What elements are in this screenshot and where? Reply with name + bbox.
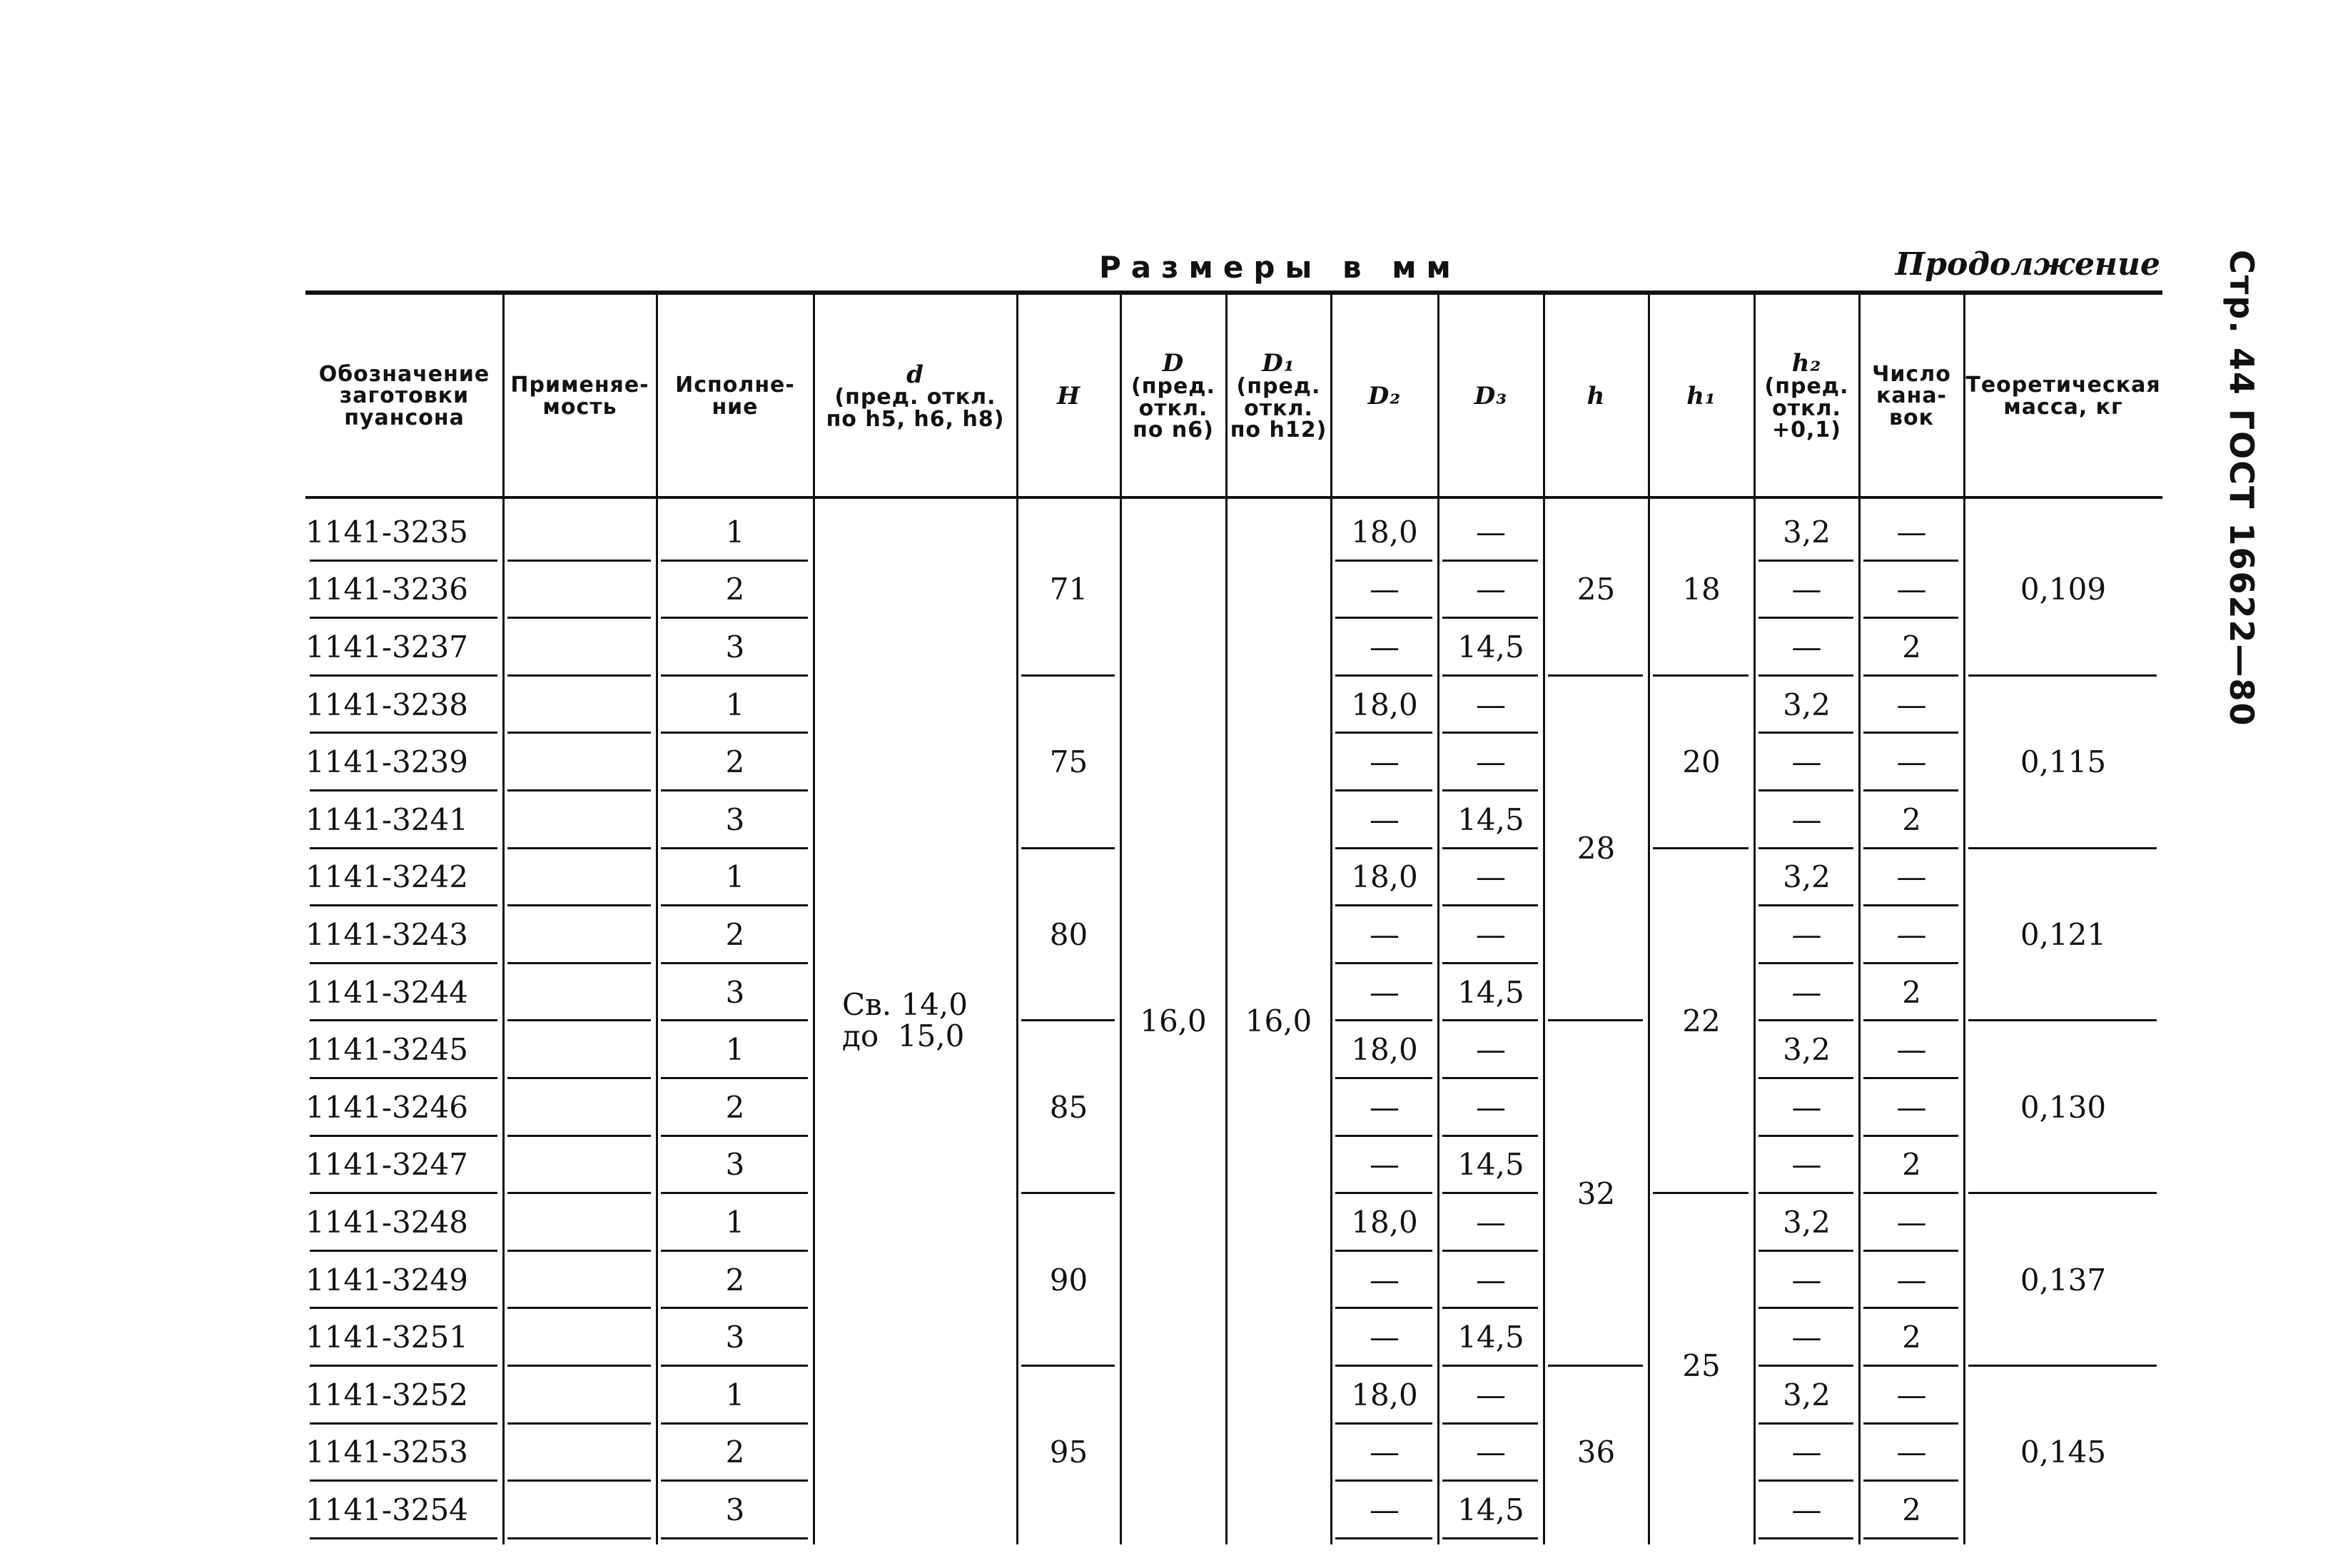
cell-d-line: Св. 14,0 <box>842 987 968 1023</box>
cell-h2: 3,2 <box>1783 687 1831 722</box>
header-applicability <box>503 300 657 493</box>
cell-grooves: 2 <box>1902 629 1921 664</box>
cell-applicability <box>503 733 657 791</box>
cell-D2: — <box>1370 1320 1400 1355</box>
row-rule-designation <box>310 1537 497 1539</box>
header-applicability-line: мость <box>542 394 617 420</box>
header-designation-line: Обозначение <box>318 361 490 387</box>
cell-applicability <box>503 963 657 1021</box>
cell-version: 3 <box>725 974 745 1010</box>
header-D-line: откл. <box>1138 395 1208 421</box>
header-D <box>1120 300 1226 493</box>
cell-grooves: — <box>1896 1377 1927 1412</box>
header-H <box>1017 300 1120 493</box>
cell-applicability <box>503 503 657 561</box>
cell-grooves: — <box>1896 1262 1927 1298</box>
cell-D: 16,0 <box>1140 1003 1207 1038</box>
cell-h2: — <box>1791 572 1822 607</box>
cell-version: 2 <box>725 916 745 952</box>
header-h2-line: откл. <box>1772 395 1841 421</box>
cell-D2: 18,0 <box>1351 1204 1418 1240</box>
cell-version: 1 <box>725 514 745 550</box>
cell-D2: — <box>1370 1435 1400 1470</box>
cell-grooves: — <box>1896 859 1927 895</box>
header-version-line: ние <box>712 394 759 420</box>
row-rule-grooves <box>1863 1537 1958 1539</box>
row-rule-version <box>661 1537 808 1539</box>
cell-D2: 18,0 <box>1351 687 1418 722</box>
cell-designation: 1141-3245 <box>305 1032 468 1068</box>
side-page-label <box>2205 250 2269 727</box>
cell-h: 28 <box>1577 831 1616 866</box>
cell-grooves: — <box>1896 1089 1927 1125</box>
cell-designation: 1141-3254 <box>305 1492 468 1527</box>
cell-applicability <box>503 1193 657 1251</box>
cell-applicability <box>503 1308 657 1366</box>
header-D2-symbol: D₂ <box>1367 382 1402 411</box>
table-top-rule <box>305 290 2162 295</box>
header-H-symbol: H <box>1056 382 1081 411</box>
cell-h2: — <box>1791 974 1822 1010</box>
cell-designation: 1141-3253 <box>305 1435 468 1470</box>
cell-version: 1 <box>725 1032 745 1068</box>
row-rule-D3 <box>1442 1537 1538 1539</box>
cell-grooves: 2 <box>1902 1147 1921 1183</box>
cell-D2: 18,0 <box>1351 859 1418 895</box>
page-title: Размеры в мм <box>1099 250 1461 285</box>
cell-D3: — <box>1476 1204 1506 1240</box>
cell-h2: — <box>1791 1147 1822 1183</box>
cell-mass: 0,130 <box>2020 1089 2107 1125</box>
cell-D1: 16,0 <box>1245 1003 1312 1038</box>
header-D1-line: по h12) <box>1230 418 1327 443</box>
cell-mass: 0,137 <box>2020 1262 2107 1298</box>
cell-grooves: 2 <box>1902 1320 1921 1355</box>
cell-applicability <box>503 1366 657 1424</box>
cell-h: 25 <box>1577 572 1616 607</box>
header-designation-line: пуансона <box>344 405 465 430</box>
cell-D2: — <box>1370 1089 1400 1125</box>
header-d-line: по h5, h6, h8) <box>826 406 1005 432</box>
cell-H: 90 <box>1049 1262 1088 1298</box>
cell-mass: 0,115 <box>2020 744 2107 780</box>
header-D1-symbol: D₁ <box>1262 349 1295 378</box>
header-D1-line: (пред. <box>1236 373 1321 399</box>
cell-designation: 1141-3238 <box>305 687 468 722</box>
cell-designation: 1141-3248 <box>305 1204 468 1240</box>
cell-designation: 1141-3242 <box>305 859 468 895</box>
cell-designation: 1141-3243 <box>305 916 468 952</box>
cell-applicability <box>503 1251 657 1309</box>
cell-applicability <box>503 618 657 676</box>
header-d-line: (пред. откл. <box>834 385 996 410</box>
row-rule-D2 <box>1335 1537 1432 1539</box>
header-h2 <box>1754 300 1859 493</box>
cell-D3: — <box>1476 859 1506 895</box>
cell-version: 1 <box>725 687 745 722</box>
cell-applicability <box>503 1021 657 1078</box>
cell-D3: — <box>1476 687 1506 722</box>
header-d-symbol: d <box>906 360 924 389</box>
cell-D3: — <box>1476 1032 1506 1068</box>
cell-H: 71 <box>1049 572 1088 607</box>
header-D3-symbol: D₃ <box>1474 382 1508 411</box>
cell-designation: 1141-3239 <box>305 744 468 780</box>
header-grooves-line: вок <box>1889 405 1934 430</box>
header-h <box>1544 300 1649 493</box>
cell-designation: 1141-3251 <box>305 1320 468 1355</box>
header-h2-line: (пред. <box>1764 373 1849 399</box>
header-grooves-line: кана- <box>1876 383 1948 409</box>
cell-h2: 3,2 <box>1783 1204 1831 1240</box>
cell-version: 2 <box>725 572 745 607</box>
cell-grooves: — <box>1896 514 1927 550</box>
cell-D3: — <box>1476 1435 1506 1470</box>
cell-D2: — <box>1370 1492 1400 1527</box>
cell-mass: 0,121 <box>2020 916 2107 952</box>
cell-designation: 1141-3244 <box>305 974 468 1010</box>
cell-applicability <box>503 791 657 849</box>
header-grooves-line: Число <box>1872 361 1951 387</box>
cell-version: 3 <box>725 1320 745 1355</box>
header-bottom-rule <box>305 496 2162 499</box>
cell-mass: 0,109 <box>2020 572 2107 607</box>
cell-D2: 18,0 <box>1351 514 1418 550</box>
cell-version: 1 <box>725 859 745 895</box>
header-mass-line: масса, кг <box>2003 394 2123 420</box>
header-h2-symbol: h₂ <box>1791 349 1822 378</box>
cell-D2: — <box>1370 629 1400 664</box>
cell-D3: — <box>1476 744 1506 780</box>
cell-designation: 1141-3236 <box>305 572 468 607</box>
cell-mass: 0,145 <box>2020 1435 2107 1470</box>
cell-applicability <box>503 1424 657 1482</box>
cell-d-line: до 15,0 <box>842 1018 965 1054</box>
cell-version: 3 <box>725 1147 745 1183</box>
cell-h2: — <box>1791 1089 1822 1125</box>
cell-h2: 3,2 <box>1783 514 1831 550</box>
cell-D3: 14,5 <box>1457 629 1524 664</box>
cell-grooves: — <box>1896 572 1927 607</box>
cell-version: 3 <box>725 629 745 664</box>
cell-D3: 14,5 <box>1457 1320 1524 1355</box>
cell-grooves: — <box>1896 916 1927 952</box>
cell-D3: — <box>1476 1377 1506 1412</box>
cell-H: 85 <box>1049 1089 1088 1125</box>
header-D3 <box>1438 300 1544 493</box>
cell-D3: 14,5 <box>1457 1492 1524 1527</box>
cell-applicability <box>503 676 657 734</box>
cell-h1: 22 <box>1682 1003 1721 1038</box>
header-mass <box>1964 300 2162 493</box>
cell-designation: 1141-3246 <box>305 1089 468 1125</box>
header-h1 <box>1649 300 1754 493</box>
cell-grooves: 2 <box>1902 801 1921 837</box>
side-page-label-text: Стр. 44 ГОСТ 16622—80 <box>2222 250 2261 727</box>
cell-D3: — <box>1476 916 1506 952</box>
row-rule-applicability <box>507 1537 651 1539</box>
row-rule-h2 <box>1758 1537 1853 1539</box>
cell-version: 2 <box>725 1262 745 1298</box>
header-D-line: по n6) <box>1133 418 1214 443</box>
cell-h1: 25 <box>1682 1348 1721 1384</box>
cell-D2: 18,0 <box>1351 1377 1418 1412</box>
cell-D2: — <box>1370 1262 1400 1298</box>
cell-D3: — <box>1476 514 1506 550</box>
header-applicability-line: Применяе- <box>510 372 649 398</box>
cell-applicability <box>503 849 657 906</box>
cell-D3: 14,5 <box>1457 801 1524 837</box>
cell-D2: — <box>1370 974 1400 1010</box>
header-D-symbol: D <box>1162 349 1185 378</box>
cell-D3: — <box>1476 1089 1506 1125</box>
header-h2-line: +0,1) <box>1772 418 1841 443</box>
cell-h2: — <box>1791 629 1822 664</box>
cell-h2: — <box>1791 744 1822 780</box>
cell-designation: 1141-3235 <box>305 514 468 550</box>
cell-version: 3 <box>725 801 745 837</box>
cell-version: 2 <box>725 1089 745 1125</box>
header-D2 <box>1331 300 1438 493</box>
cell-grooves: — <box>1896 687 1927 722</box>
cell-h2: — <box>1791 1435 1822 1470</box>
cell-applicability <box>503 1078 657 1136</box>
cell-H: 80 <box>1049 916 1088 952</box>
cell-version: 3 <box>725 1492 745 1527</box>
cell-applicability <box>503 561 657 619</box>
cell-designation: 1141-3249 <box>305 1262 468 1298</box>
cell-h2: 3,2 <box>1783 1377 1831 1412</box>
cell-applicability <box>503 1136 657 1194</box>
header-h1-symbol: h₁ <box>1686 382 1716 411</box>
cell-designation: 1141-3247 <box>305 1147 468 1183</box>
cell-grooves: — <box>1896 1032 1927 1068</box>
header-d <box>814 300 1017 493</box>
cell-h2: — <box>1791 801 1822 837</box>
cell-D2: — <box>1370 744 1400 780</box>
cell-H: 75 <box>1049 744 1088 780</box>
cell-applicability <box>503 906 657 963</box>
cell-H: 95 <box>1049 1435 1088 1470</box>
cell-h2: 3,2 <box>1783 1032 1831 1068</box>
cell-D2: — <box>1370 801 1400 837</box>
header-designation-line: заготовки <box>339 383 470 409</box>
cell-h2: — <box>1791 1262 1822 1298</box>
header-mass-line: Теоретическая <box>1965 372 2161 398</box>
cell-version: 1 <box>725 1377 745 1412</box>
cell-version: 2 <box>725 1435 745 1470</box>
cell-h2: — <box>1791 916 1822 952</box>
cell-h2: — <box>1791 1492 1822 1527</box>
cell-h2: — <box>1791 1320 1822 1355</box>
cell-D3: — <box>1476 1262 1506 1298</box>
cell-D2: — <box>1370 572 1400 607</box>
header-D1-line: откл. <box>1244 395 1313 421</box>
header-grooves <box>1859 300 1964 493</box>
cell-version: 2 <box>725 744 745 780</box>
cell-D2: — <box>1370 916 1400 952</box>
cell-h2: 3,2 <box>1783 859 1831 895</box>
cell-h1: 18 <box>1682 572 1721 607</box>
header-D1 <box>1226 300 1331 493</box>
cell-grooves: 2 <box>1902 974 1921 1010</box>
cell-h: 32 <box>1577 1175 1616 1211</box>
cell-designation: 1141-3252 <box>305 1377 468 1412</box>
cell-h1: 20 <box>1682 744 1721 780</box>
cell-grooves: — <box>1896 1204 1927 1240</box>
cell-grooves: — <box>1896 1435 1927 1470</box>
header-designation <box>305 300 503 493</box>
header-version <box>657 300 814 493</box>
header-version-line: Исполне- <box>675 372 795 398</box>
continuation-label: Продолжение <box>1895 246 2160 283</box>
cell-applicability <box>503 1481 657 1539</box>
cell-D2: — <box>1370 1147 1400 1183</box>
header-D-line: (пред. <box>1131 373 1215 399</box>
cell-grooves: 2 <box>1902 1492 1921 1527</box>
cell-D3: 14,5 <box>1457 1147 1524 1183</box>
cell-d <box>814 503 1017 1539</box>
cell-designation: 1141-3237 <box>305 629 468 664</box>
cell-designation: 1141-3241 <box>305 801 468 837</box>
cell-h: 36 <box>1577 1435 1616 1470</box>
header-h-symbol: h <box>1586 382 1606 411</box>
cell-D2: 18,0 <box>1351 1032 1418 1068</box>
cell-D3: 14,5 <box>1457 974 1524 1010</box>
cell-grooves: — <box>1896 744 1927 780</box>
cell-D3: — <box>1476 572 1506 607</box>
cell-version: 1 <box>725 1204 745 1240</box>
